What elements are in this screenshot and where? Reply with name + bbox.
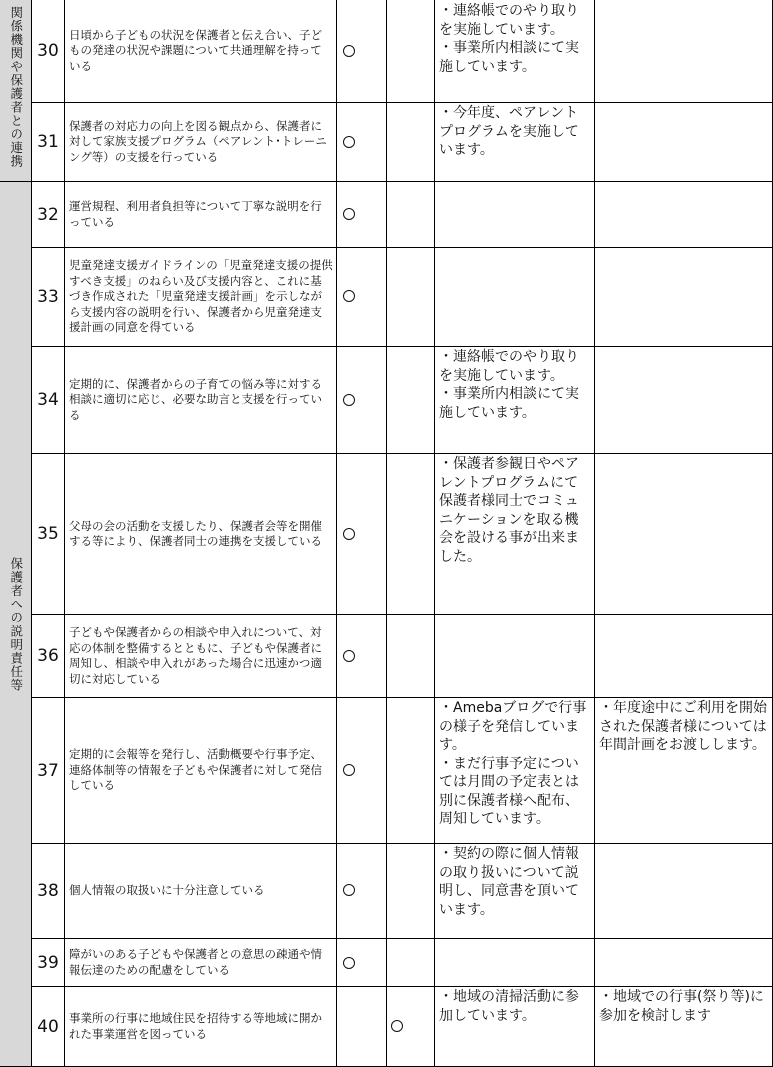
description-text: 父母の会の活動を支援したり、保護者会等を開催する等により、保護者同士の連携を支援している [69,518,322,548]
grid-line [594,0,595,1067]
item-description [69,347,333,453]
circle-mark-glyph [343,884,355,896]
effort-note: ・契約の際に個人情報の取り扱いについて説明し、同意書を頂いています。 [439,846,579,918]
item-description [69,615,333,697]
effort-note: ・地域の清掃活動に参加しています。 [439,989,579,1024]
grid-line [64,0,65,1067]
improvement-note: ・年度途中にご利用を開始された保護者様については年間計画をお渡しします。 [599,700,767,753]
description-text: 子どもや保護者からの相談や申入れについて、対応の体制を整備するとともに、子どもや保護者に周知し、相談や申入れがあった場合に迅速かつ適切に対応している [69,625,322,686]
row-number: 40 [37,1016,59,1037]
circle-mark-glyph [343,957,355,969]
circle-mark-glyph [343,528,355,540]
row-number: 30 [37,41,59,61]
circle-mark [343,136,357,150]
description-text: 定期的に、保護者からの子育ての悩み等に対する相談に適切に応じ、必要な助言と支援を行っている [69,376,322,422]
row-number: 31 [37,132,59,152]
description-text: 保護者の対応力の向上を図る観点から、保護者に対して家族支援プログラム（ペアレント･トレーニング等）の支援を行っている [69,118,327,164]
row-number: 34 [37,390,59,410]
circle-mark [343,528,357,542]
row-number: 39 [37,952,59,973]
item-description [69,987,333,1066]
description-text: 事業所の行事に地域住民を招待する等地域に開かれた事業運営を図っている [69,1011,322,1041]
grid-line [434,0,435,1067]
circle-mark-glyph [343,290,355,302]
category-label: 関係機関や保護者との連携 [8,6,24,168]
circle-mark-glyph [343,764,355,776]
circle-mark [343,957,357,971]
row-number: 35 [37,524,59,544]
effort-note: ・保護者参観日やペアレントプログラムにて保護者様同士でコミュニケーションを取る機会を設ける事が出来ました。 [439,456,579,565]
effort-note: ・連絡帳でのやり取りを実施しています。 ・事業所内相談にて実施しています。 [439,349,579,421]
item-description [69,103,333,181]
circle-mark [343,290,357,304]
description-text: 障がいのある子どもや保護者との意思の疎通や情報伝達のための配慮をしている [69,947,322,977]
item-description [69,939,333,986]
row-number: 37 [37,760,59,781]
category-label: 保護者への説明責任等 [8,556,24,692]
row-number: 32 [37,204,59,225]
circle-mark-glyph [343,45,355,57]
row-number: 36 [37,646,59,666]
circle-mark [343,884,357,898]
effort-note: ・今年度、ペアレントプログラムを実施しています。 [439,105,579,158]
row-number: 33 [37,287,59,307]
effort-note: ・連絡帳でのやり取りを実施しています。 ・事業所内相談にて実施しています。 [439,3,579,75]
circle-mark [343,764,357,778]
grid-line [386,0,387,1067]
item-description [69,454,333,614]
circle-mark-glyph [343,394,355,406]
category-cooperation [0,0,31,181]
circle-mark [391,1020,405,1034]
circle-mark-glyph [343,650,355,662]
circle-mark [343,394,357,408]
description-text: 定期的に会報等を発行し、活動概要や行事予定、連絡体制等の情報を子どもや保護者に対して発信している [69,747,322,793]
item-description [69,698,333,843]
circle-mark-glyph [343,136,355,148]
circle-mark [343,650,357,664]
description-text: 運営規程、利用者負担等について丁寧な説明を行っている [69,199,322,229]
description-text: 児童発達支援ガイドラインの「児童発達支援の提供すべき支援」のねらい及び支援内容と、これに基づき作成された「児童発達支援計画」を示しながら支援内容の説明を行い、保護者から児童発達支援計画の同意を得ている [69,258,333,335]
item-description [69,248,333,346]
category-accountability [0,182,31,1066]
item-description [69,0,333,102]
grid-line [336,0,337,1067]
row-number: 38 [37,881,59,901]
circle-mark-glyph [391,1020,403,1032]
item-description [69,844,333,938]
circle-mark [343,45,357,59]
improvement-note: ・地域での行事(祭り等)に参加を検討します [599,989,764,1024]
effort-note: ・Amebaブログで行事の様子を発信しています。 ・まだ行事予定については月間の予定表とは別に保護者様へ配布、周知しています。 [439,700,587,827]
description-text: 日頃から子どもの状況を保護者と伝え合い、子どもの発達の状況や課題について共通理解を持っている [69,27,322,73]
description-text: 個人情報の取扱いに十分注意している [69,883,265,898]
circle-mark [343,208,357,222]
item-description [69,182,333,247]
circle-mark-glyph [343,208,355,220]
